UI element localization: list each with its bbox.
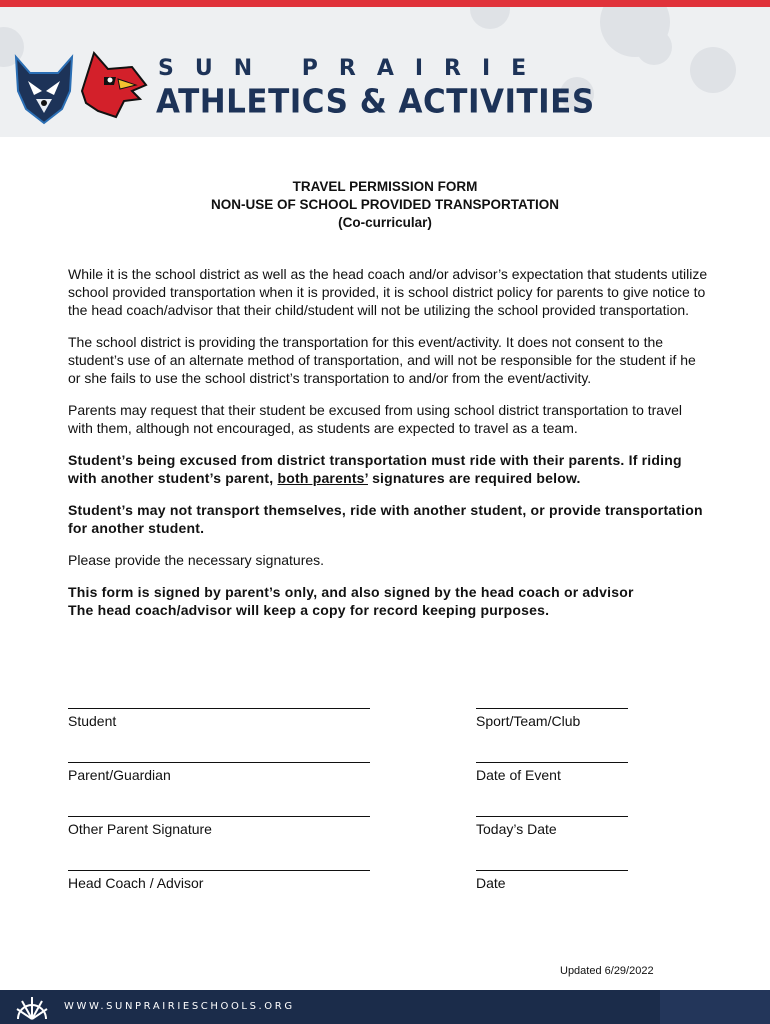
header-banner [0, 7, 770, 137]
cardinal-mascot-icon [82, 53, 146, 117]
form-title: TRAVEL PERMISSION FORM [292, 179, 478, 194]
paragraph-instructions: Please provide the necessary signatures. [68, 552, 325, 568]
signature-field-event-date[interactable]: Date of Event [476, 762, 628, 783]
paragraph-request: Parents may request that their student be excused from using school district transportation to travel with them, although not encouraged, as students are expected to travel as a team. [68, 402, 682, 436]
signature-row [68, 708, 708, 738]
signature-field-sport[interactable]: Sport/Team/Club [476, 708, 628, 729]
school-name: SUN PRAIRIE [158, 56, 548, 81]
signature-row [68, 870, 708, 900]
updated-date: Updated 6/29/2022 [560, 965, 654, 977]
signature-row [68, 816, 708, 846]
signature-field-parent[interactable]: Parent/Guardian [68, 762, 370, 783]
sunburst-logo-icon [14, 993, 50, 1021]
mascot-logos [12, 51, 152, 127]
top-red-stripe [0, 0, 770, 7]
wolf-mascot-icon [16, 57, 72, 123]
paragraph-excused-rule: Student’s being excused from district transportation must ride with their parents. If riding with another student’s parent, both parents’ signatures are required below. [68, 452, 682, 486]
paragraph-liability: The school district is providing the transportation for this event/activity. It does not consent to the student’s use of an alternate method of transportation, and will not be responsible for the student if he or she fails to use the school district’s transportation to and/or from the event/activity. [68, 334, 696, 386]
signature-field-date[interactable]: Date [476, 870, 628, 891]
footer-bar [0, 990, 770, 1024]
signature-field-coach[interactable]: Head Coach / Advisor [68, 870, 370, 891]
form-subtitle: NON-USE OF SCHOOL PROVIDED TRANSPORTATION [210, 197, 559, 212]
signature-field-student[interactable]: Student [68, 708, 370, 729]
signature-field-other-parent[interactable]: Other Parent Signature [68, 816, 370, 837]
footer-website: WWW.SUNPRAIRIESCHOOLS.ORG [64, 1001, 295, 1012]
form-body [68, 265, 708, 633]
department-name: ATHLETICS & ACTIVITIES [156, 83, 595, 121]
paragraph-restriction: Student’s may not transport themselves, ride with another student, or provide transportation for another student. [68, 502, 703, 536]
form-title-block [0, 178, 770, 232]
paragraph-policy: While it is the school district as well as the head coach and/or advisor’s expectation that students utilize school provided transportation when it is provided, it is school district policy for parents to give notice to the head coach/advisor that their child/student will not be utilizing the school provided transportation. [68, 266, 708, 318]
signature-field-todays-date[interactable]: Today’s Date [476, 816, 628, 837]
paragraph-signing-note: This form is signed by parent’s only, and also signed by the head coach or advisor The head coach/advisor will keep a copy for record keeping purposes. [68, 584, 634, 618]
signature-row [68, 762, 708, 792]
form-type: (Co-curricular) [338, 215, 432, 230]
